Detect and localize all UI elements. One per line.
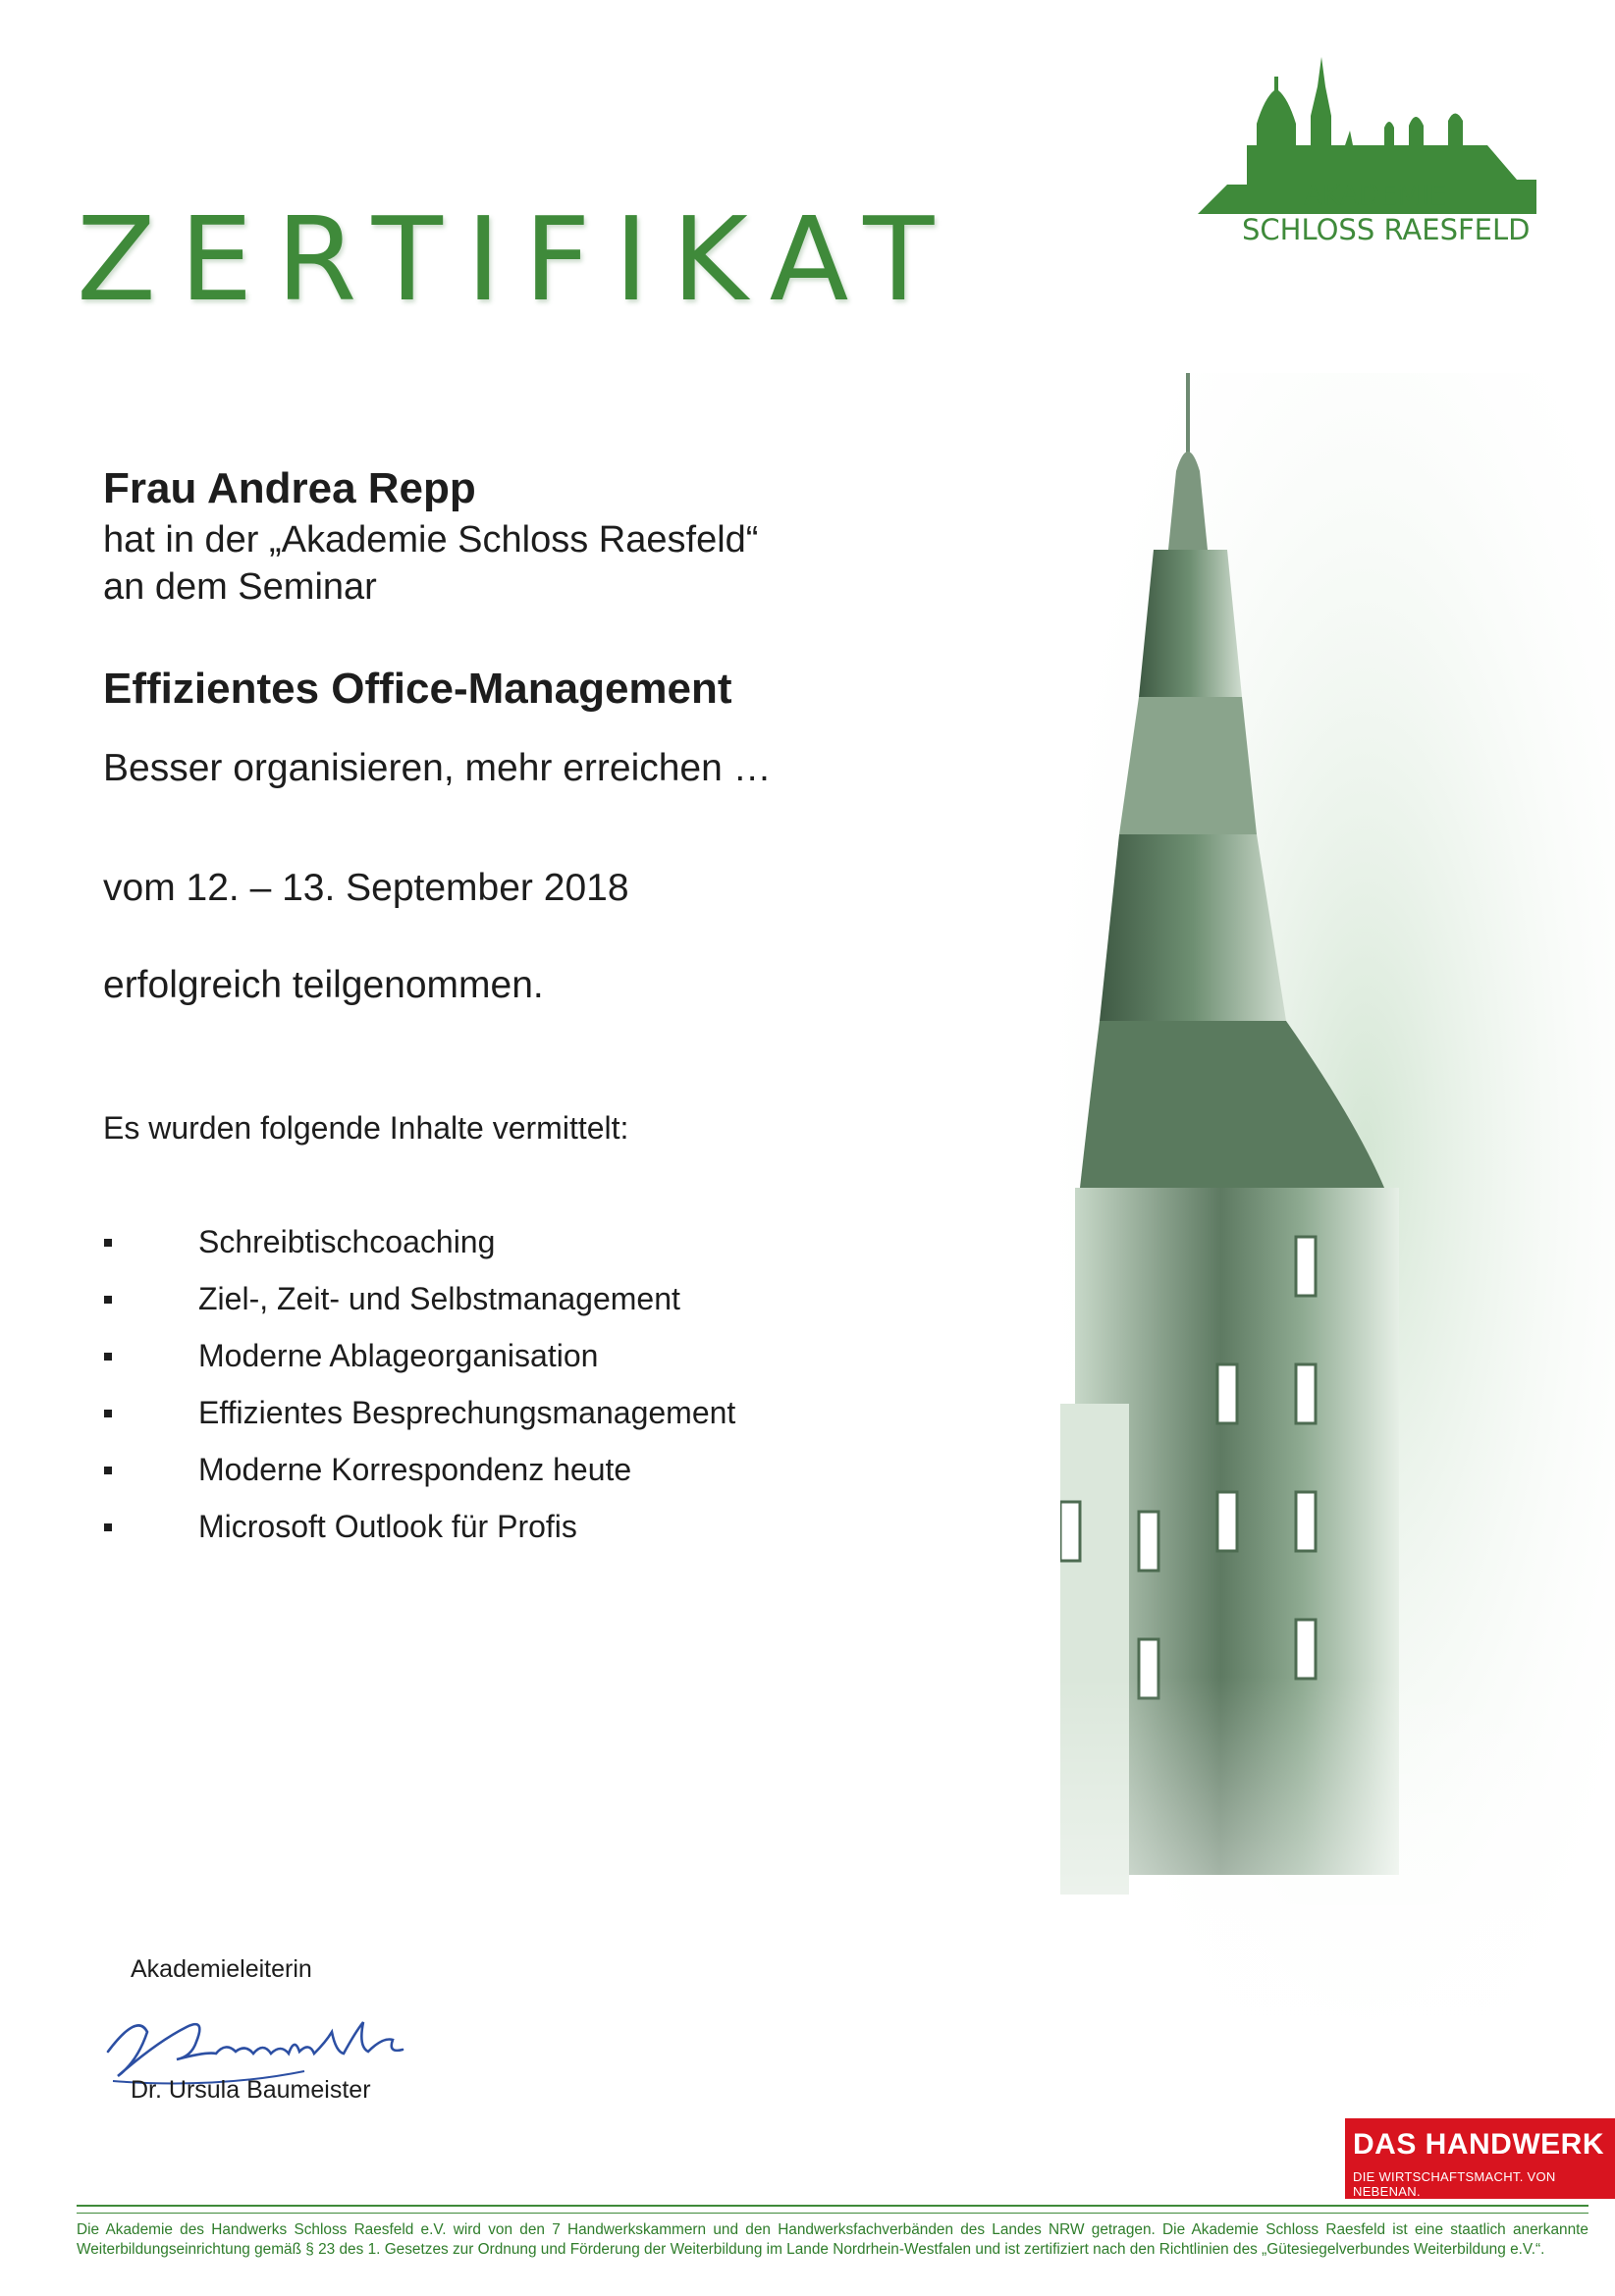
contents-intro: Es wurden folgende Inhalte vermittelt:	[103, 1110, 629, 1146]
topic-label: Moderne Korrespondenz heute	[198, 1452, 632, 1487]
bullet-icon	[104, 1239, 112, 1247]
topic-label: Ziel-, Zeit- und Selbstmanagement	[198, 1281, 680, 1316]
handwerk-main: DAS HANDWERK	[1353, 2128, 1604, 2161]
signatory-name: Dr. Ursula Baumeister	[131, 2076, 371, 2104]
seminar-title: Effizientes Office-Management	[103, 665, 732, 713]
bullet-icon	[104, 1523, 112, 1531]
footer-divider	[77, 2213, 1588, 2214]
footer-divider	[77, 2205, 1588, 2207]
logo-line2: SCHLOSS RAESFELD	[1242, 213, 1531, 246]
list-item	[98, 1445, 982, 1502]
recipient-name: Frau Andrea Repp	[103, 464, 476, 512]
footer-text: Die Akademie des Handwerks Schloss Raesfeld e.V. wird von den 7 Handwerkskammern und den Handwerksfachverbänden des Landes NRW getragen. Die Akademie Schloss Raesfeld ist eine staatlich anerkannte Weiterbildungseinrichtung gemäß § 23 des 1. Gesetzes zur Ordnung und Förderung der Weiterbildung im Lande Nordrhein-Westfalen und ist zertifiziert nach den Richtlinien des „Gütesiegelverbundes Weiterbildung e.V.“.	[77, 2221, 1588, 2258]
list-item	[98, 1274, 982, 1331]
akademie-logo	[1188, 47, 1551, 248]
castle-silhouette-icon	[1188, 47, 1551, 248]
handwritten-signature	[98, 1983, 471, 2091]
castle-tower-image	[1060, 373, 1615, 2110]
topic-label: Schreibtischcoaching	[198, 1224, 496, 1259]
seminar-dates: vom 12. – 13. September 2018	[103, 867, 629, 909]
intro-line-2: an dem Seminar	[103, 566, 377, 608]
seminar-subtitle: Besser organisieren, mehr erreichen …	[103, 747, 772, 789]
bullet-icon	[104, 1353, 112, 1361]
topic-label: Microsoft Outlook für Profis	[198, 1509, 577, 1544]
bullet-icon	[104, 1410, 112, 1417]
list-item	[98, 1502, 982, 1559]
topic-label: Effizientes Besprechungsmanagement	[198, 1395, 736, 1430]
list-item	[98, 1217, 982, 1274]
logo-line1: AKADEMIE	[1304, 179, 1447, 211]
bullet-icon	[104, 1296, 112, 1304]
result-statement: erfolgreich teilgenommen.	[103, 964, 544, 1006]
signature-role: Akademieleiterin	[131, 1955, 312, 1983]
topic-label: Moderne Ablageorganisation	[198, 1338, 599, 1373]
intro-line-1: hat in der „Akademie Schloss Raesfeld“	[103, 519, 759, 561]
certificate-title: ZERTIFIKAT	[77, 191, 958, 327]
handwerk-tagline: DIE WIRTSCHAFTSMACHT. VON NEBENAN.	[1353, 2169, 1556, 2199]
list-item	[98, 1331, 982, 1388]
list-item	[98, 1388, 982, 1445]
topics-list	[98, 1217, 982, 1559]
bullet-icon	[104, 1467, 112, 1474]
handwerk-badge	[1345, 2118, 1615, 2199]
